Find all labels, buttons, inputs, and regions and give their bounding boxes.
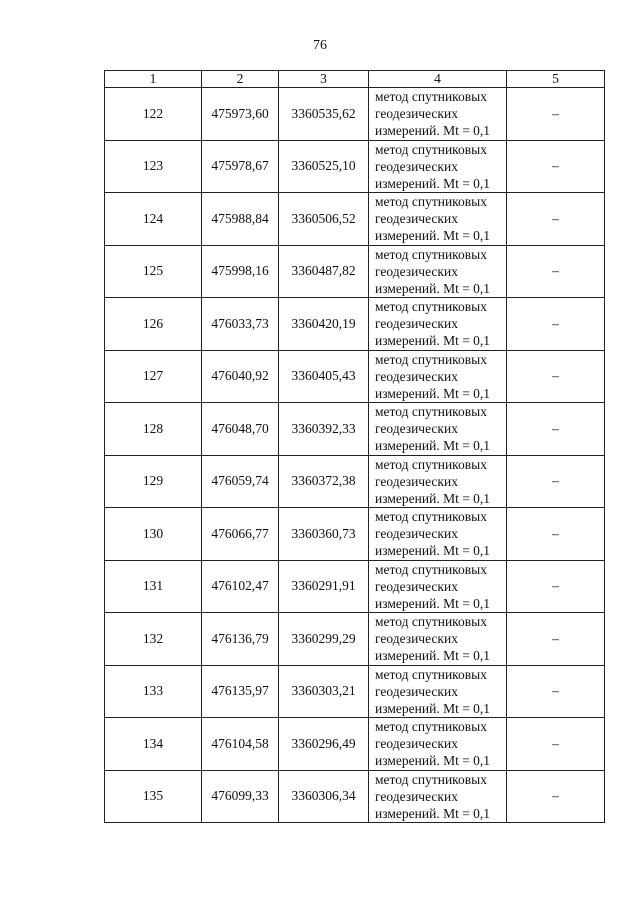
- x-coordinate-cell: 475973,60: [202, 88, 279, 141]
- note-cell: –: [507, 718, 605, 771]
- table-row: [105, 245, 605, 298]
- x-coordinate-cell: 476033,73: [202, 298, 279, 351]
- method-text-line: измерений. Mt = 0,1: [375, 280, 491, 296]
- method-cell: [369, 140, 507, 193]
- x-coordinate-cell: 476048,70: [202, 403, 279, 456]
- y-coordinate-cell: 3360372,38: [279, 455, 369, 508]
- method-text-line: геодезических: [375, 736, 458, 752]
- method-text-line: измерений. Mt = 0,1: [375, 543, 491, 559]
- method-text-line: геодезических: [375, 316, 458, 332]
- column-header-1: 1: [105, 71, 202, 88]
- y-coordinate-cell: 3360525,10: [279, 140, 369, 193]
- note-cell: –: [507, 140, 605, 193]
- y-coordinate-cell: 3360506,52: [279, 193, 369, 246]
- y-coordinate-cell: 3360405,43: [279, 350, 369, 403]
- method-text-line: метод спутниковых: [375, 299, 487, 315]
- note-cell: –: [507, 560, 605, 613]
- y-coordinate-cell: 3360535,62: [279, 88, 369, 141]
- note-cell: –: [507, 665, 605, 718]
- table-row: [105, 560, 605, 613]
- note-cell: –: [507, 245, 605, 298]
- method-text-line: измерений. Mt = 0,1: [375, 700, 491, 716]
- method-cell: [369, 193, 507, 246]
- method-cell: [369, 770, 507, 823]
- method-text-line: измерений. Mt = 0,1: [375, 228, 491, 244]
- x-coordinate-cell: 476102,47: [202, 560, 279, 613]
- method-text-line: геодезических: [375, 106, 458, 122]
- note-cell: –: [507, 455, 605, 508]
- method-text-line: измерений. Mt = 0,1: [375, 385, 491, 401]
- point-number-cell: 131: [105, 560, 202, 613]
- point-number-cell: 123: [105, 140, 202, 193]
- method-text-line: измерений. Mt = 0,1: [375, 333, 491, 349]
- point-number-cell: 126: [105, 298, 202, 351]
- table-row: [105, 455, 605, 508]
- note-cell: –: [507, 508, 605, 561]
- y-coordinate-cell: 3360487,82: [279, 245, 369, 298]
- point-number-cell: 124: [105, 193, 202, 246]
- table-row: [105, 298, 605, 351]
- method-cell: [369, 245, 507, 298]
- method-cell: [369, 560, 507, 613]
- method-text-line: геодезических: [375, 526, 458, 542]
- point-number-cell: 135: [105, 770, 202, 823]
- point-number-cell: 130: [105, 508, 202, 561]
- column-header-2: 2: [202, 71, 279, 88]
- coordinates-table: [104, 70, 605, 823]
- page-number: 76: [313, 38, 327, 53]
- method-text-line: метод спутниковых: [375, 509, 487, 525]
- point-number-cell: 125: [105, 245, 202, 298]
- note-cell: –: [507, 193, 605, 246]
- x-coordinate-cell: 476104,58: [202, 718, 279, 771]
- point-number-cell: 129: [105, 455, 202, 508]
- method-text-line: измерений. Mt = 0,1: [375, 438, 491, 454]
- method-text-line: метод спутниковых: [375, 719, 487, 735]
- column-header-4: 4: [369, 71, 507, 88]
- x-coordinate-cell: 476040,92: [202, 350, 279, 403]
- method-text-line: геодезических: [375, 158, 458, 174]
- point-number-cell: 134: [105, 718, 202, 771]
- x-coordinate-cell: 476059,74: [202, 455, 279, 508]
- method-text-line: геодезических: [375, 368, 458, 384]
- method-text-line: метод спутниковых: [375, 141, 487, 157]
- method-cell: [369, 508, 507, 561]
- method-text-line: измерений. Mt = 0,1: [375, 123, 491, 139]
- note-cell: –: [507, 88, 605, 141]
- column-header-3: 3: [279, 71, 369, 88]
- point-number-cell: 127: [105, 350, 202, 403]
- table-row: [105, 665, 605, 718]
- method-text-line: измерений. Mt = 0,1: [375, 490, 491, 506]
- method-text-line: геодезических: [375, 683, 458, 699]
- method-cell: [369, 613, 507, 666]
- y-coordinate-cell: 3360296,49: [279, 718, 369, 771]
- y-coordinate-cell: 3360392,33: [279, 403, 369, 456]
- method-cell: [369, 350, 507, 403]
- method-text-line: геодезических: [375, 421, 458, 437]
- y-coordinate-cell: 3360420,19: [279, 298, 369, 351]
- point-number-cell: 132: [105, 613, 202, 666]
- method-cell: [369, 665, 507, 718]
- method-text-line: метод спутниковых: [375, 561, 487, 577]
- table-row: [105, 403, 605, 456]
- note-cell: –: [507, 613, 605, 666]
- method-text-line: измерений. Mt = 0,1: [375, 595, 491, 611]
- column-header-5: 5: [507, 71, 605, 88]
- method-text-line: метод спутниковых: [375, 771, 487, 787]
- y-coordinate-cell: 3360306,34: [279, 770, 369, 823]
- note-cell: –: [507, 350, 605, 403]
- method-text-line: метод спутниковых: [375, 614, 487, 630]
- x-coordinate-cell: 476135,97: [202, 665, 279, 718]
- table-row: [105, 350, 605, 403]
- method-text-line: измерений. Mt = 0,1: [375, 805, 491, 821]
- method-text-line: геодезических: [375, 631, 458, 647]
- method-text-line: метод спутниковых: [375, 246, 487, 262]
- x-coordinate-cell: 475978,67: [202, 140, 279, 193]
- method-text-line: метод спутниковых: [375, 404, 487, 420]
- x-coordinate-cell: 475988,84: [202, 193, 279, 246]
- method-text-line: метод спутниковых: [375, 456, 487, 472]
- method-cell: [369, 298, 507, 351]
- note-cell: –: [507, 770, 605, 823]
- point-number-cell: 128: [105, 403, 202, 456]
- method-text-line: геодезических: [375, 473, 458, 489]
- method-cell: [369, 455, 507, 508]
- y-coordinate-cell: 3360303,21: [279, 665, 369, 718]
- table-header-row: [105, 71, 605, 88]
- x-coordinate-cell: 476066,77: [202, 508, 279, 561]
- point-number-cell: 122: [105, 88, 202, 141]
- method-text-line: измерений. Mt = 0,1: [375, 753, 491, 769]
- method-text-line: геодезических: [375, 788, 458, 804]
- method-cell: [369, 403, 507, 456]
- method-cell: [369, 718, 507, 771]
- x-coordinate-cell: 476099,33: [202, 770, 279, 823]
- method-text-line: метод спутниковых: [375, 89, 487, 105]
- point-number-cell: 133: [105, 665, 202, 718]
- method-cell: [369, 88, 507, 141]
- table-row: [105, 193, 605, 246]
- method-text-line: измерений. Mt = 0,1: [375, 648, 491, 664]
- y-coordinate-cell: 3360299,29: [279, 613, 369, 666]
- y-coordinate-cell: 3360360,73: [279, 508, 369, 561]
- table-row: [105, 508, 605, 561]
- x-coordinate-cell: 476136,79: [202, 613, 279, 666]
- method-text-line: геодезических: [375, 578, 458, 594]
- note-cell: –: [507, 403, 605, 456]
- table-row: [105, 718, 605, 771]
- table-row: [105, 88, 605, 141]
- method-text-line: геодезических: [375, 211, 458, 227]
- method-text-line: метод спутниковых: [375, 666, 487, 682]
- x-coordinate-cell: 475998,16: [202, 245, 279, 298]
- method-text-line: измерений. Mt = 0,1: [375, 175, 491, 191]
- note-cell: –: [507, 298, 605, 351]
- table-row: [105, 613, 605, 666]
- table-row: [105, 140, 605, 193]
- table-row: [105, 770, 605, 823]
- method-text-line: метод спутниковых: [375, 351, 487, 367]
- method-text-line: геодезических: [375, 263, 458, 279]
- method-text-line: метод спутниковых: [375, 194, 487, 210]
- y-coordinate-cell: 3360291,91: [279, 560, 369, 613]
